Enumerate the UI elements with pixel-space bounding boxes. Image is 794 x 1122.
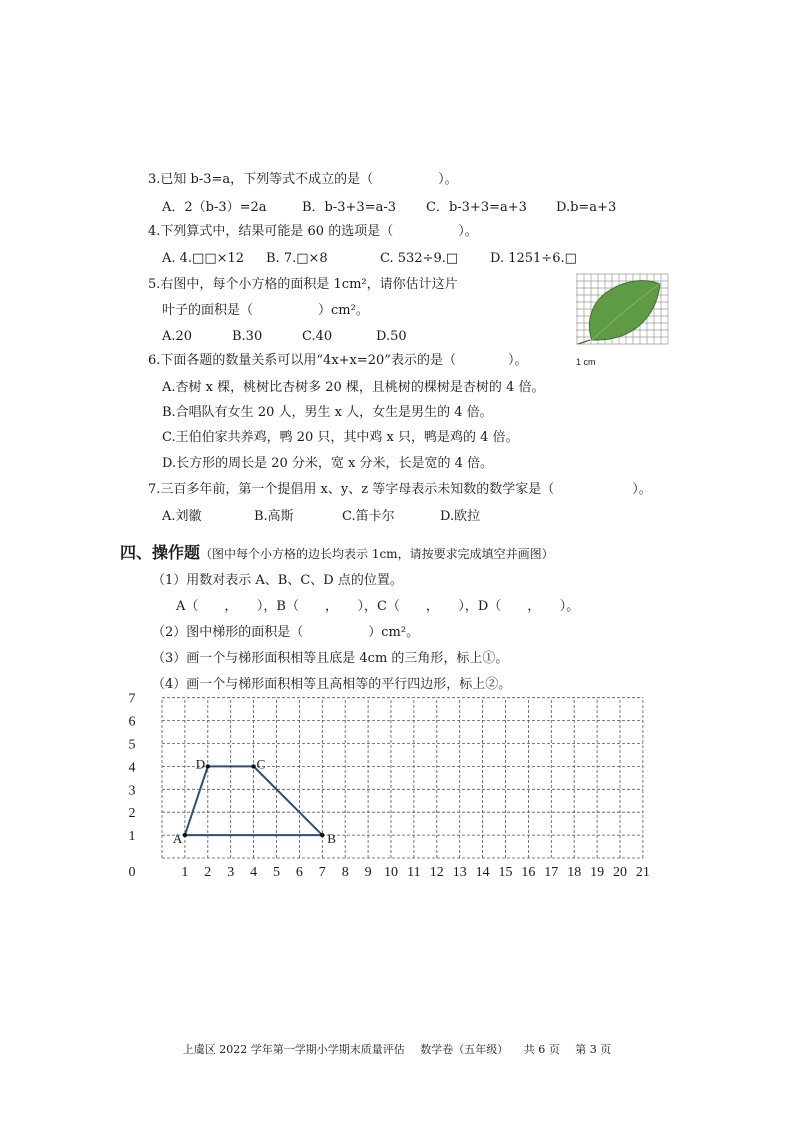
q7-stem: 7.三百多年前，第一个提倡用 x、y、z 等字母表示未知数的数学家是（ ）。 — [148, 482, 652, 497]
section4-item-2: （2）图中梯形的面积是（ ）cm²。 — [152, 625, 420, 640]
q5-stem-line2: 叶子的面积是（ ）cm²。 — [162, 303, 369, 318]
x-tick-label: 8 — [341, 865, 349, 880]
x-tick-label: 1 — [181, 865, 189, 880]
x-tick-label: 18 — [567, 865, 582, 880]
q5-option-d: D.50 — [376, 329, 407, 344]
q6-option-c: C.王伯伯家共养鸡，鸭 20 只，其中鸡 x 只，鸭是鸡的 4 倍。 — [162, 430, 519, 445]
section4-item-1-answer: A（ ， ），B（ ， ），C（ ， ），D（ ， ）。 — [176, 599, 580, 614]
section4-item-3: （3）画一个与梯形面积相等且底是 4cm 的三角形，标上①。 — [152, 651, 509, 666]
leaf-grid-svg — [576, 274, 668, 344]
q3-option-b: B．b-3+3=a-3 — [302, 200, 397, 215]
footer-total-pages: 共 6 页 — [523, 1043, 560, 1056]
section4-item-1: （1）用数对表示 A、B、C、D 点的位置。 — [152, 573, 403, 588]
x-tick-label: 11 — [407, 865, 421, 880]
x-tick-label: 16 — [521, 865, 536, 880]
page-footer — [0, 1043, 794, 1057]
y-tick-label: 5 — [128, 737, 136, 753]
x-tick-label: 3 — [227, 865, 235, 880]
q6-option-a: A.杏树 x 棵，桃树比杏树多 20 棵，且桃树的棵树是杏树的 4 倍。 — [162, 380, 545, 395]
q7-option-b: B.高斯 — [254, 509, 294, 524]
q4-stem: 4.下列算式中，结果可能是 60 的选项是（ ）。 — [148, 224, 478, 239]
q3-stem: 3.已知 b-3=a，下列等式不成立的是（ ）。 — [148, 172, 458, 187]
leaf-image — [589, 281, 660, 340]
y-tick-label: 1 — [128, 829, 136, 845]
y-tick-label: 6 — [128, 714, 136, 730]
leaf-unit-label: 1 cm — [576, 357, 596, 367]
q5-option-b: B.30 — [232, 329, 263, 344]
q4-option-b: B. 7.□×8 — [266, 251, 328, 266]
q7-option-d: D.欧拉 — [440, 509, 481, 524]
origin-label: 0 — [128, 865, 136, 880]
y-tick-label: 3 — [128, 783, 136, 799]
section4-heading — [120, 543, 554, 564]
point-label-b: B — [327, 831, 336, 847]
q3-option-d: D.b=a+3 — [556, 200, 617, 215]
x-tick-label: 21 — [635, 865, 650, 880]
point-d — [206, 764, 210, 768]
leaf-grid-figure — [576, 274, 668, 344]
q5-option-c: C.40 — [302, 329, 333, 344]
x-tick-label: 7 — [318, 865, 326, 880]
point-label-a: A — [172, 831, 183, 847]
footer-school: 上虞区 2022 学年第一学期小学期末质量评估 — [182, 1043, 405, 1056]
point-label-c: C — [256, 756, 266, 772]
q6-stem: 6.下面各题的数量关系可以用“4x+x=20”表示的是（ ）。 — [148, 353, 528, 368]
x-tick-label: 12 — [429, 865, 444, 880]
q4-option-a: A. 4.□□×12 — [162, 251, 245, 266]
x-tick-label: 10 — [384, 865, 398, 880]
q4-option-d: D. 1251÷6.□ — [490, 251, 577, 266]
point-a — [183, 833, 187, 837]
x-tick-label: 6 — [295, 865, 303, 880]
x-tick-label: 17 — [544, 865, 559, 880]
q3-option-a: A．2（b-3）=2a — [162, 200, 267, 215]
footer-page-number: 第 3 页 — [575, 1043, 612, 1056]
x-tick-label: 15 — [498, 865, 513, 880]
q6-option-b: B.合唱队有女生 20 人，男生 x 人，女生是男生的 4 倍。 — [162, 405, 493, 420]
q5-stem-line1: 5.右图中，每个小方格的面积是 1cm²，请你估计这片 — [148, 277, 458, 292]
q7-option-c: C.笛卡尔 — [342, 509, 395, 524]
y-tick-label: 7 — [128, 691, 136, 707]
x-tick-label: 5 — [273, 865, 280, 880]
coordinate-grid — [120, 688, 650, 888]
q3-option-c: C．b-3+3=a+3 — [426, 200, 527, 215]
x-tick-label: 9 — [364, 865, 372, 880]
x-tick-label: 13 — [452, 865, 467, 880]
y-tick-label: 4 — [128, 760, 136, 776]
x-tick-label: 20 — [613, 865, 627, 880]
point-c — [251, 764, 255, 768]
q4-option-c: C. 532÷9.□ — [380, 251, 459, 266]
point-label-d: D — [195, 756, 206, 772]
section4-note: （图中每个小方格的边长均表示 1cm，请按要求完成填空并画图） — [200, 547, 554, 561]
q6-option-d: D.长方形的周长是 20 分米，宽 x 分米，长是宽的 4 倍。 — [162, 456, 494, 471]
footer-subject: 数学卷（五年级） — [420, 1043, 509, 1056]
x-tick-label: 14 — [475, 865, 490, 880]
point-b — [320, 833, 324, 837]
section4-title: 四、操作题 — [120, 543, 201, 562]
q7-option-a: A.刘徽 — [162, 509, 202, 524]
section4-item-4: （4）画一个与梯形面积相等且高相等的平行四边形，标上②。 — [152, 677, 512, 692]
y-tick-label: 2 — [128, 806, 136, 822]
x-tick-label: 4 — [250, 865, 258, 880]
x-tick-label: 2 — [204, 865, 212, 880]
q5-option-a: A.20 — [162, 329, 193, 344]
x-tick-label: 19 — [590, 865, 605, 880]
